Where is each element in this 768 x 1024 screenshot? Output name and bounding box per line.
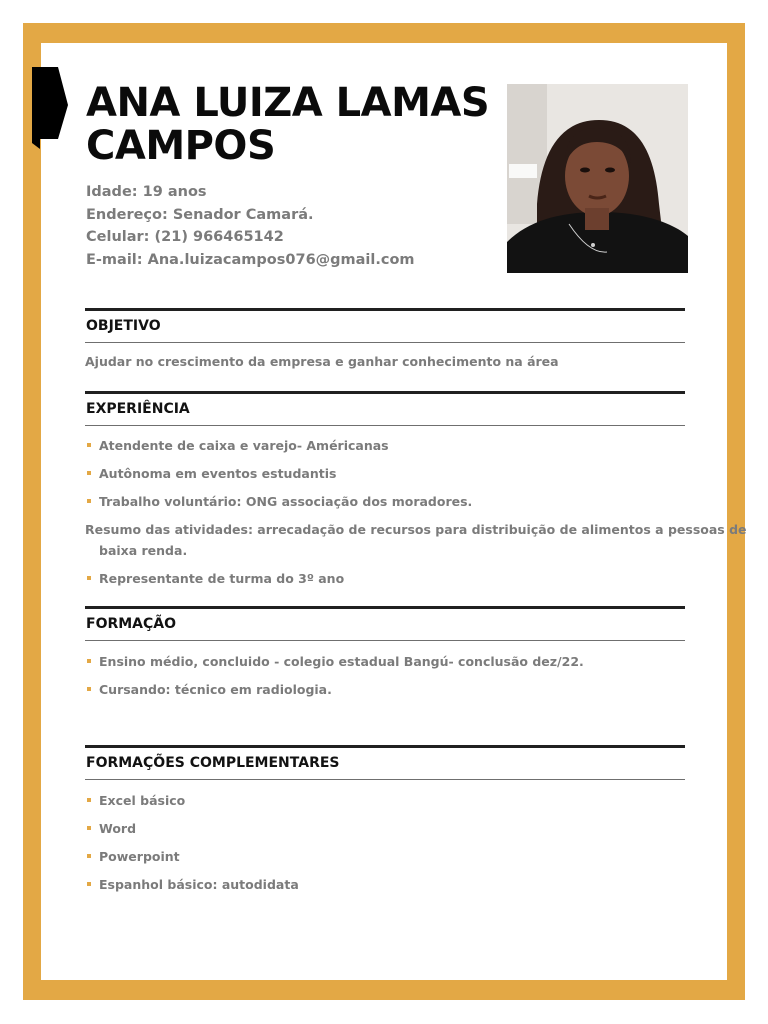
education-section: FORMAÇÃO Ensino médio, concluido - colegio estadual Bangú- conclusão dez/22. Cursando: técnico em radiologia. — [85, 606, 685, 641]
objective-title: OBJETIVO — [86, 318, 161, 334]
bullet-icon — [87, 576, 91, 580]
experience-title: EXPERIÊNCIA — [86, 401, 190, 417]
phone-line: Celular: (21) 966465142 — [86, 229, 284, 245]
education-title: FORMAÇÃO — [86, 616, 177, 632]
bullet-icon — [87, 882, 91, 886]
bullet-icon — [87, 798, 91, 802]
section-subrule — [85, 779, 685, 780]
objective-text: Ajudar no crescimento da empresa e ganhar conhecimento na área — [85, 354, 559, 369]
objective-section — [85, 308, 685, 369]
complementary-section: FORMAÇÕES COMPLEMENTARES Excel básico Word Powerpoint Espanhol básico: autodidata — [85, 745, 685, 780]
age-line: Idade: 19 anos — [86, 184, 207, 200]
address-line: Endereço: Senador Camará. — [86, 206, 314, 223]
bullet-icon — [87, 499, 91, 503]
name-line-2: CAMPOS — [86, 123, 276, 169]
black-tab-marker — [32, 67, 68, 149]
section-subrule — [85, 640, 685, 641]
activity-summary-line-1: Resumo das atividades: arrecadação de recursos para distribuição de alimentos a pessoas de — [85, 522, 747, 537]
bullet-icon — [87, 826, 91, 830]
experience-section: EXPERIÊNCIA Atendente de caixa e varejo- Américanas Autônoma em eventos estudantis Trabalho voluntário: ONG associação dos moradores. Resumo das atividades: arrecadação de recursos para distribuição de alimentos a pessoas de baixa renda. Representante de turma do 3º ano — [85, 391, 685, 426]
complementary-title: FORMAÇÕES COMPLEMENTARES — [86, 755, 340, 771]
email-line: E-mail: Ana.luizacampos076@gmail.com — [86, 251, 415, 268]
bullet-icon — [87, 443, 91, 447]
candidate-name — [86, 82, 506, 168]
bullet-icon — [87, 854, 91, 858]
contact-info — [86, 181, 415, 271]
activity-summary-line-2: baixa renda. — [99, 543, 188, 558]
profile-photo — [507, 84, 688, 273]
section-subrule — [85, 425, 685, 426]
bullet-icon — [87, 687, 91, 691]
bullet-icon — [87, 471, 91, 475]
bullet-icon — [87, 659, 91, 663]
name-line-1: ANA LUIZA LAMAS — [86, 80, 490, 126]
section-subrule — [85, 342, 685, 343]
